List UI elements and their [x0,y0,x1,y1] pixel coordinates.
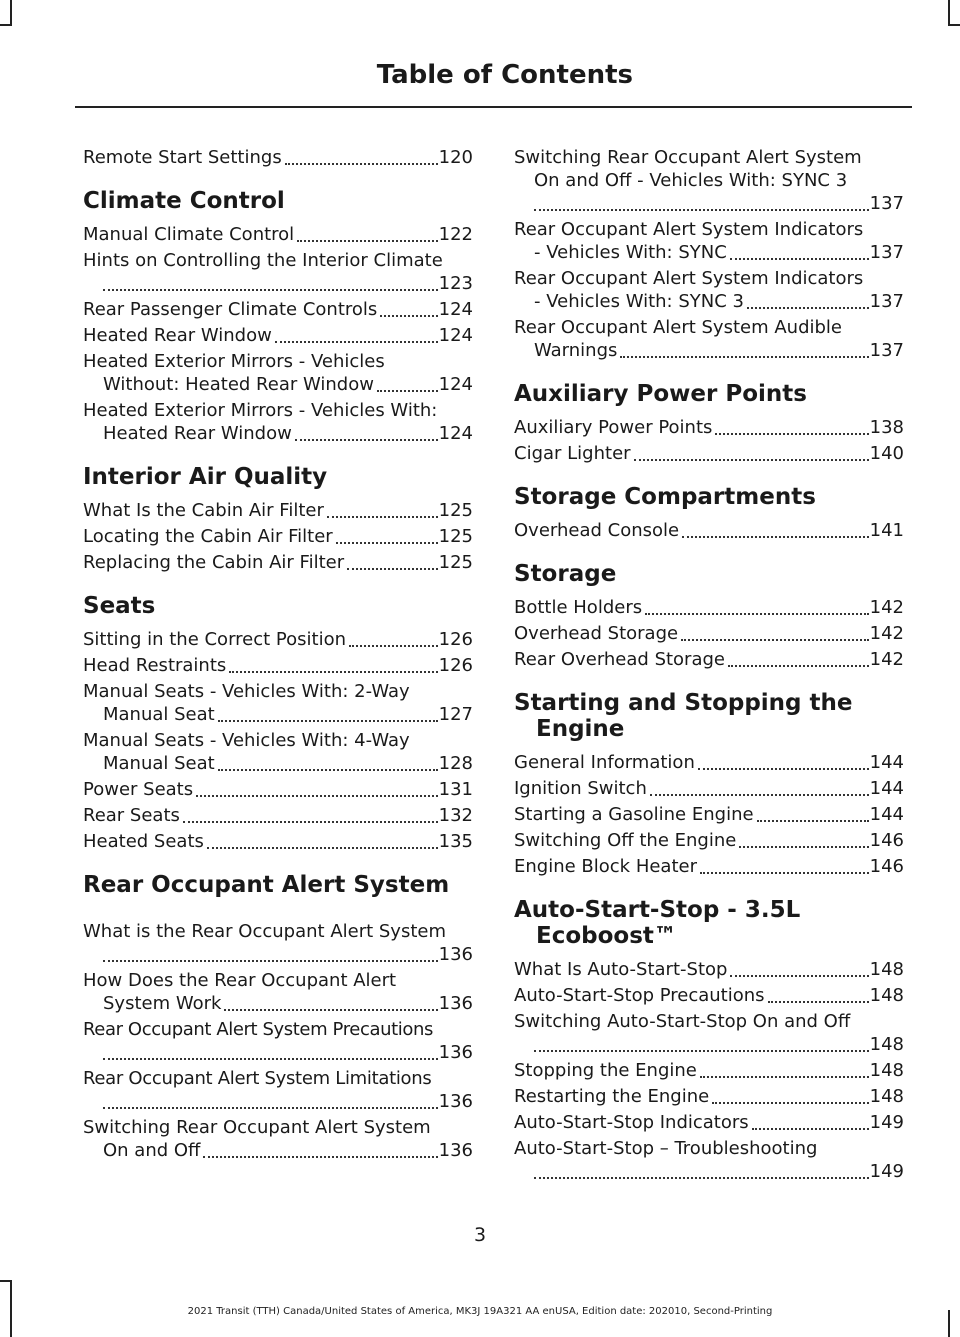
page-title: Table of Contents [376,60,633,90]
toc-entry[interactable]: Rear Overhead Storage 142 [514,649,904,670]
toc-entry[interactable]: Overhead Storage 142 [514,623,904,644]
section-heading: Storage [514,561,617,587]
toc-entry[interactable]: How Does the Rear Occupant Alert System Work 136 [83,970,473,1014]
toc-entry[interactable]: Hints on Controlling the Interior Climate 123 [83,250,473,294]
section-heading: Auto-Start-Stop - 3.5L Ecoboost™ [514,897,801,949]
toc-entry[interactable]: Ignition Switch 144 [514,778,904,799]
toc-entry[interactable]: Auto-Start-Stop Precautions 148 [514,985,904,1006]
toc-entry[interactable]: Switching Rear Occupant Alert System On and Off 136 [83,1117,473,1161]
toc-entry[interactable]: Switching Auto-Start-Stop On and Off 148 [514,1011,904,1055]
toc-entry[interactable]: Rear Seats 132 [83,805,473,826]
toc-entry[interactable]: Engine Block Heater 146 [514,856,904,877]
toc-entry[interactable]: Bottle Holders 142 [514,597,904,618]
toc-entry[interactable]: Heated Rear Window 124 [83,325,473,346]
crop-mark [10,0,12,26]
toc-entry[interactable]: Starting a Gasoline Engine 144 [514,804,904,825]
toc-entry[interactable]: Heated Exterior Mirrors - Vehicles Without: Heated Rear Window 124 [83,351,473,395]
toc-entry[interactable]: What Is Auto-Start-Stop 148 [514,959,904,980]
toc-entry[interactable]: Rear Passenger Climate Controls 124 [83,299,473,320]
toc-entry[interactable]: Sitting in the Correct Position 126 [83,629,473,650]
toc-entry[interactable]: Power Seats 131 [83,779,473,800]
toc-entry[interactable]: Auto-Start-Stop Indicators 149 [514,1112,904,1133]
crop-mark [948,24,960,26]
toc-entry[interactable]: Heated Seats 135 [83,831,473,852]
crop-mark [0,24,12,26]
header-rule [75,106,912,108]
toc-entry[interactable]: Stopping the Engine 148 [514,1060,904,1081]
toc-entry[interactable]: Manual Seats - Vehicles With: 4-Way Manual Seat 128 [83,730,473,774]
toc-entry[interactable]: What is the Rear Occupant Alert System 136 [83,921,473,965]
toc-entry[interactable]: Cigar Lighter 140 [514,443,904,464]
section-heading: Auxiliary Power Points [514,381,807,407]
toc-entry[interactable]: Switching Rear Occupant Alert System On and Off - Vehicles With: SYNC 3 137 [514,147,904,214]
crop-mark [0,1280,12,1282]
toc-entry[interactable]: Rear Occupant Alert System Audible Warnings 137 [514,317,904,361]
section-heading: Interior Air Quality [83,464,328,490]
toc-entry[interactable]: Rear Occupant Alert System Limitations 136 [83,1068,473,1112]
section-heading: Climate Control [83,188,285,214]
toc-entry[interactable]: Rear Occupant Alert System Indicators - Vehicles With: SYNC 137 [514,219,904,263]
section-heading: Starting and Stopping the Engine [514,690,853,742]
toc-entry[interactable]: What Is the Cabin Air Filter 125 [83,500,473,521]
toc-entry[interactable]: Auxiliary Power Points 138 [514,417,904,438]
toc-entry[interactable]: Head Restraints 126 [83,655,473,676]
section-heading: Seats [83,593,156,619]
toc-entry[interactable]: Switching Off the Engine 146 [514,830,904,851]
section-heading: Rear Occupant Alert System [83,872,450,898]
toc-entry[interactable]: Replacing the Cabin Air Filter 125 [83,552,473,573]
toc-entry[interactable]: Overhead Console 141 [514,520,904,541]
crop-mark [948,0,950,26]
toc-entry[interactable]: General Information 144 [514,752,904,773]
toc-entry[interactable]: Auto-Start-Stop – Troubleshooting 149 [514,1138,904,1182]
toc-entry[interactable]: Rear Occupant Alert System Indicators - Vehicles With: SYNC 3 137 [514,268,904,312]
toc-entry[interactable]: Restarting the Engine 148 [514,1086,904,1107]
toc-column-right [514,146,904,1186]
toc-entry[interactable]: Remote Start Settings 120 [83,147,473,168]
section-heading: Storage Compartments [514,484,816,510]
toc-entry[interactable]: Manual Seats - Vehicles With: 2-Way Manual Seat 127 [83,681,473,725]
toc-entry[interactable]: Heated Exterior Mirrors - Vehicles With: Heated Rear Window 124 [83,400,473,444]
edition-footer: 2021 Transit (TTH) Canada/United States of America, MK3J 19A321 AA enUSA, Edition date: 202010, Second-Printing [187,1306,773,1317]
toc-entry[interactable]: Rear Occupant Alert System Precautions 136 [83,1019,473,1063]
toc-entry[interactable]: Locating the Cabin Air Filter 125 [83,526,473,547]
toc-column-left [83,146,473,1165]
toc-entry[interactable]: Manual Climate Control 122 [83,224,473,245]
page-number: 3 [473,1224,487,1246]
